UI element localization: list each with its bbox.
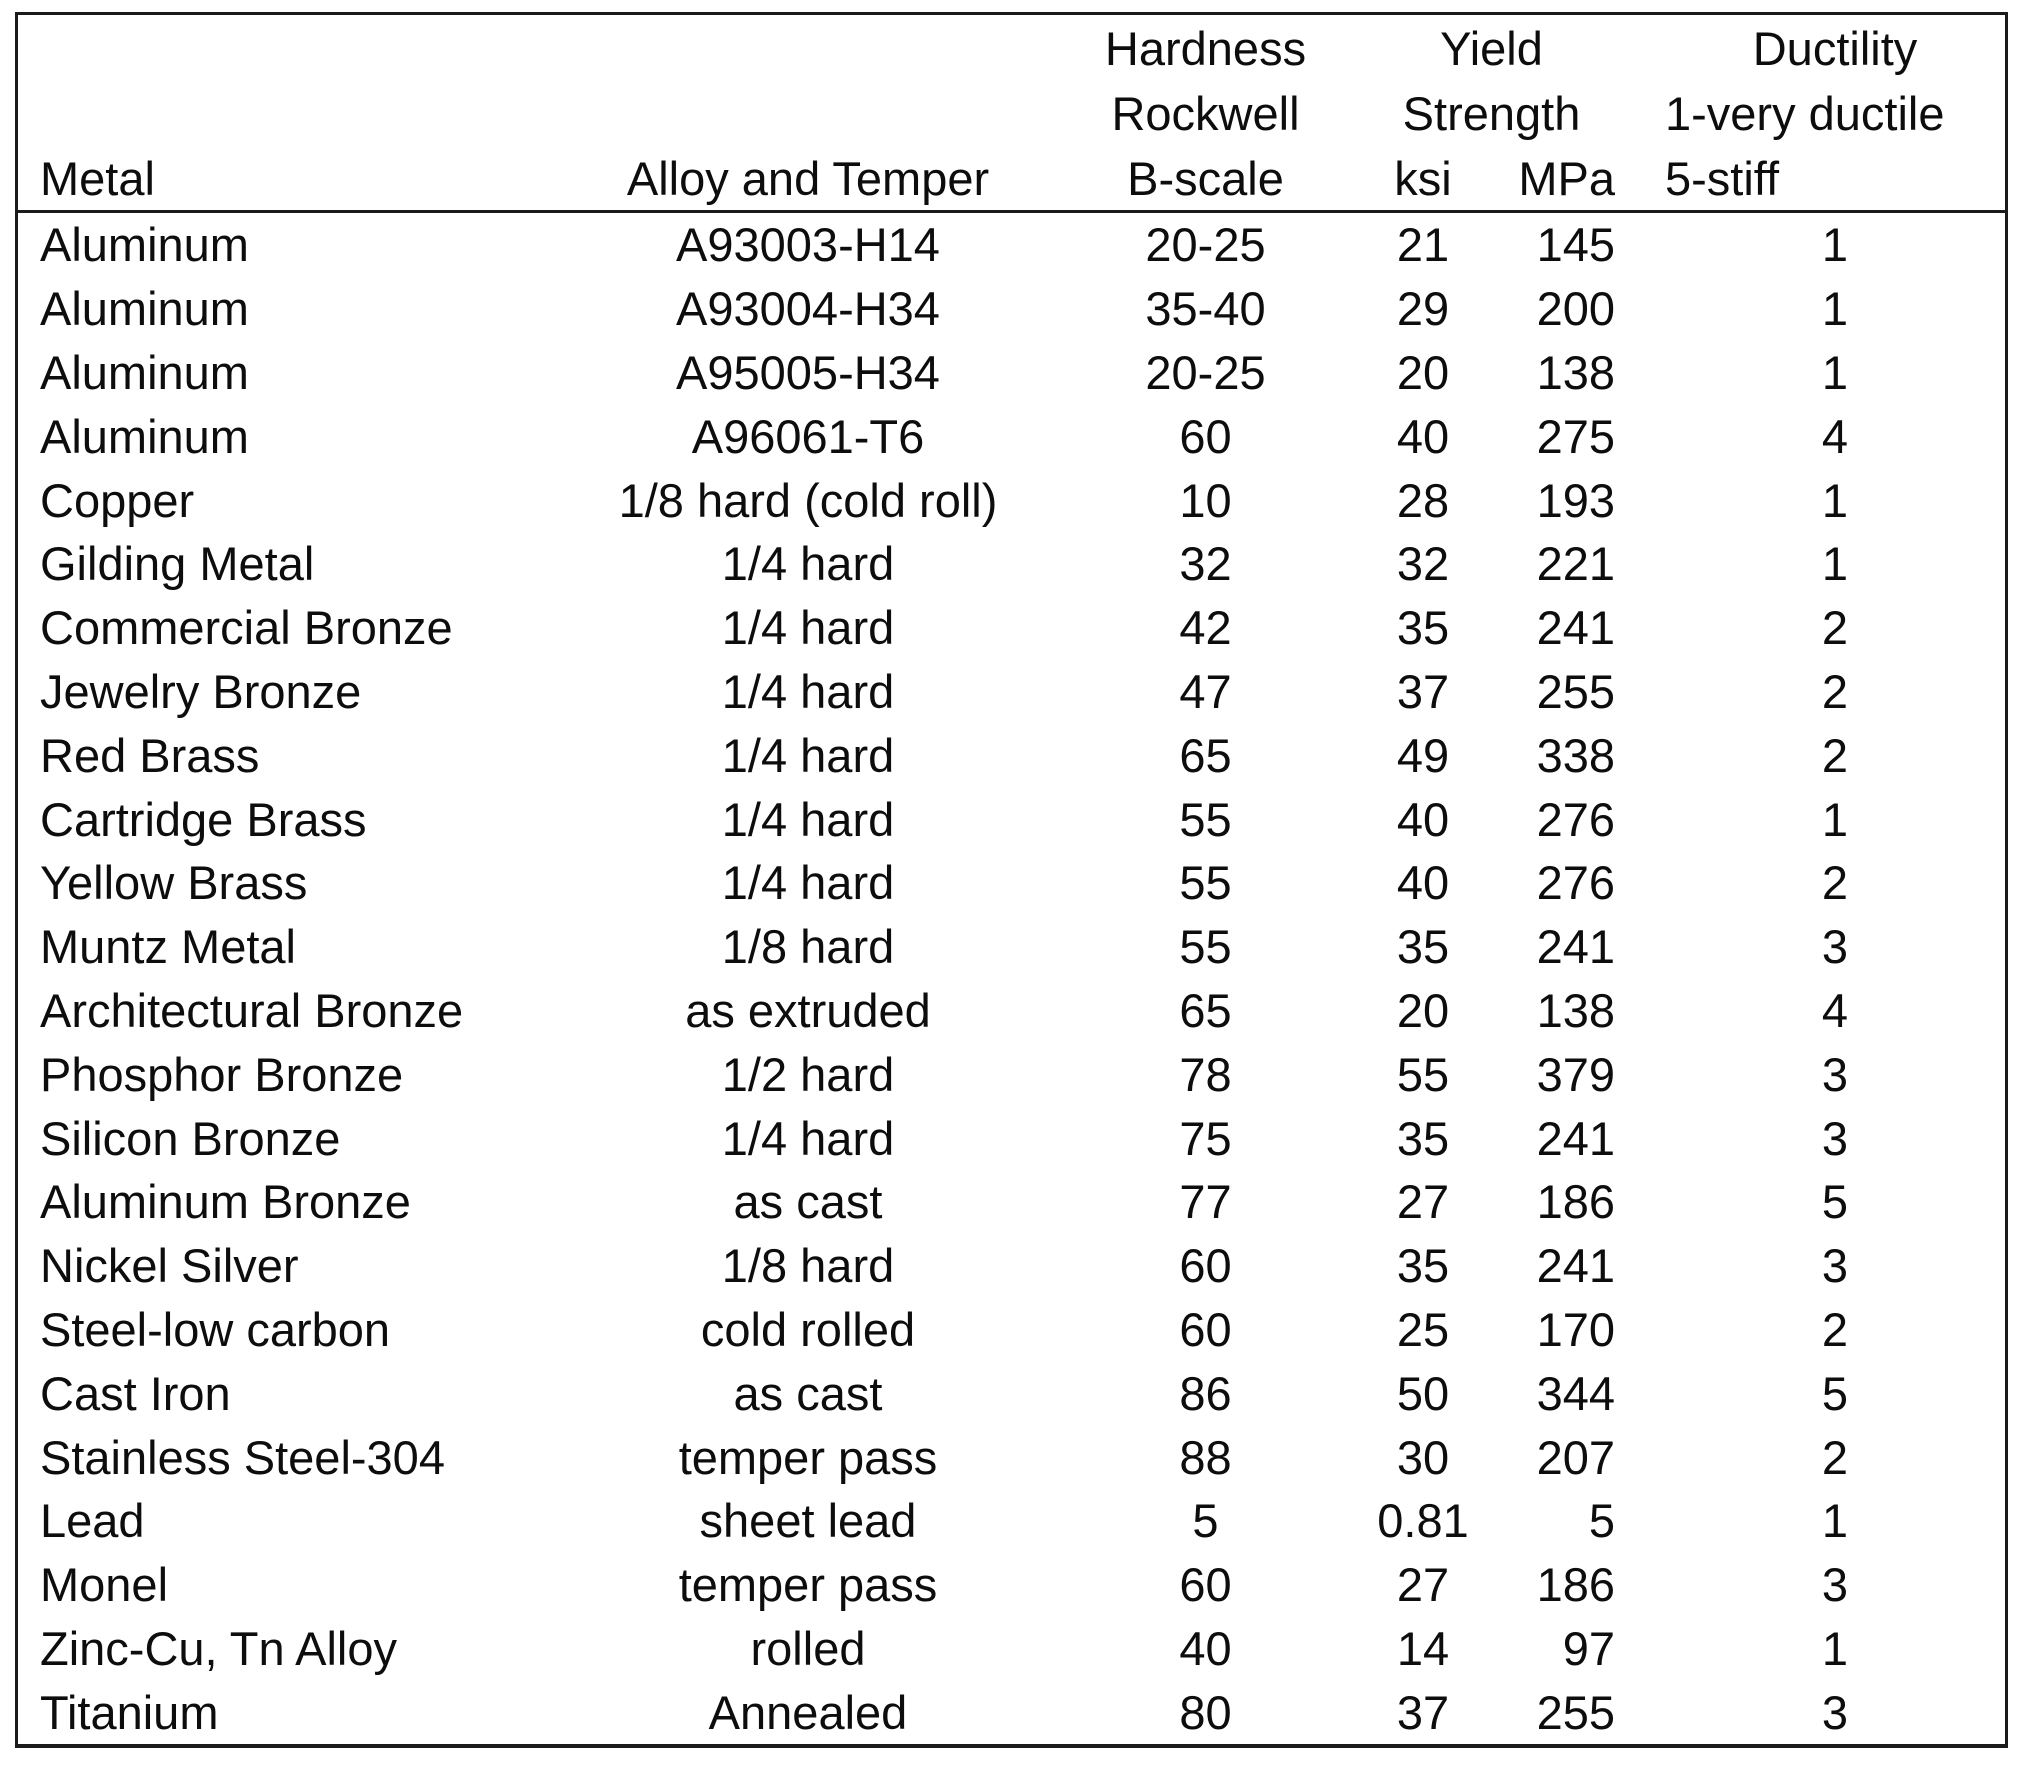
cell-yield-mpa: 138 bbox=[1536, 983, 1615, 1037]
cell-alloy-temper: 1/4 hard bbox=[721, 856, 895, 910]
cell-alloy-temper: 1/8 hard bbox=[721, 1239, 895, 1293]
header-stiff: 5-stiff bbox=[1665, 152, 1780, 205]
cell-ductility: 1 bbox=[1821, 792, 1849, 846]
cell-metal: Aluminum bbox=[40, 218, 249, 272]
cell-yield-mpa: 5 bbox=[1588, 1494, 1615, 1548]
cell-metal: Aluminum bbox=[40, 282, 249, 336]
cell-ductility: 5 bbox=[1821, 1366, 1849, 1420]
cell-alloy-temper: rolled bbox=[750, 1621, 866, 1675]
cell-hardness-rockwell-b: 60 bbox=[1179, 1302, 1232, 1356]
cell-yield-mpa: 97 bbox=[1562, 1621, 1615, 1675]
cell-metal: Aluminum Bronze bbox=[40, 1175, 411, 1229]
cell-yield-mpa: 170 bbox=[1536, 1302, 1615, 1356]
cell-hardness-rockwell-b: 65 bbox=[1179, 728, 1232, 782]
cell-ductility: 1 bbox=[1821, 218, 1849, 272]
table-row bbox=[18, 1489, 2005, 1553]
cell-ductility: 3 bbox=[1821, 1558, 1849, 1612]
cell-alloy-temper: 1/4 hard bbox=[721, 1111, 895, 1165]
cell-hardness-rockwell-b: 60 bbox=[1179, 409, 1232, 463]
header-line-2 bbox=[18, 80, 2005, 145]
cell-yield-ksi: 32 bbox=[1396, 537, 1450, 591]
cell-metal: Nickel Silver bbox=[40, 1239, 299, 1293]
cell-metal: Stainless Steel-304 bbox=[40, 1430, 445, 1484]
cell-hardness-rockwell-b: 88 bbox=[1179, 1430, 1232, 1484]
cell-yield-ksi: 30 bbox=[1396, 1430, 1450, 1484]
cell-yield-mpa: 186 bbox=[1536, 1175, 1615, 1229]
table-row bbox=[18, 341, 2005, 405]
cell-metal: Silicon Bronze bbox=[40, 1111, 341, 1165]
header-b-scale: B-scale bbox=[1127, 152, 1284, 205]
header-spacer bbox=[18, 137, 573, 145]
header-strength: Strength bbox=[1402, 87, 1581, 140]
cell-alloy-temper: Annealed bbox=[708, 1685, 908, 1739]
cell-hardness-rockwell-b: 78 bbox=[1179, 1047, 1232, 1101]
table-row bbox=[18, 1617, 2005, 1681]
table-row bbox=[18, 1106, 2005, 1170]
header-yield: Yield bbox=[1440, 22, 1543, 75]
cell-ductility: 1 bbox=[1821, 1494, 1849, 1548]
cell-ductility: 1 bbox=[1821, 1621, 1849, 1675]
cell-alloy-temper: as extruded bbox=[685, 983, 931, 1037]
cell-ductility: 2 bbox=[1821, 601, 1849, 655]
cell-metal: Zinc-Cu, Tn Alloy bbox=[40, 1621, 397, 1675]
header-very-ductile: 1-very ductile bbox=[1665, 87, 1945, 140]
cell-ductility: 3 bbox=[1821, 1111, 1849, 1165]
cell-metal: Lead bbox=[40, 1494, 145, 1548]
cell-hardness-rockwell-b: 42 bbox=[1179, 601, 1232, 655]
table-row bbox=[18, 1234, 2005, 1298]
metal-properties-table bbox=[15, 12, 2008, 1748]
cell-alloy-temper: 1/2 hard bbox=[721, 1047, 895, 1101]
table-row bbox=[18, 532, 2005, 596]
cell-hardness-rockwell-b: 10 bbox=[1179, 473, 1232, 527]
cell-yield-ksi: 35 bbox=[1396, 1111, 1450, 1165]
cell-yield-mpa: 207 bbox=[1536, 1430, 1615, 1484]
cell-yield-mpa: 241 bbox=[1536, 920, 1615, 974]
header-rockwell: Rockwell bbox=[1111, 87, 1300, 140]
cell-yield-mpa: 221 bbox=[1536, 537, 1615, 591]
cell-yield-mpa: 241 bbox=[1536, 1239, 1615, 1293]
header-spacer bbox=[573, 137, 1043, 145]
header-spacer bbox=[18, 72, 573, 80]
cell-ductility: 3 bbox=[1821, 920, 1849, 974]
cell-yield-mpa: 138 bbox=[1536, 345, 1615, 399]
table-row bbox=[18, 660, 2005, 724]
header-hardness: Hardness bbox=[1104, 22, 1307, 75]
table-row bbox=[18, 1298, 2005, 1362]
cell-ductility: 2 bbox=[1821, 1430, 1849, 1484]
cell-yield-mpa: 145 bbox=[1536, 218, 1615, 272]
cell-metal: Muntz Metal bbox=[40, 920, 296, 974]
cell-alloy-temper: temper pass bbox=[678, 1430, 938, 1484]
cell-metal: Copper bbox=[40, 473, 195, 527]
cell-yield-mpa: 200 bbox=[1536, 282, 1615, 336]
cell-ductility: 2 bbox=[1821, 728, 1849, 782]
cell-ductility: 4 bbox=[1821, 983, 1849, 1037]
cell-alloy-temper: A96061-T6 bbox=[691, 409, 925, 463]
cell-hardness-rockwell-b: 55 bbox=[1179, 920, 1232, 974]
header-spacer bbox=[573, 72, 1043, 80]
cell-ductility: 2 bbox=[1821, 856, 1849, 910]
table-row bbox=[18, 596, 2005, 660]
header-metal: Metal bbox=[40, 152, 155, 205]
table-row bbox=[18, 277, 2005, 341]
cell-metal: Monel bbox=[40, 1558, 169, 1612]
table-row bbox=[18, 1361, 2005, 1425]
table-row bbox=[18, 915, 2005, 979]
cell-metal: Cartridge Brass bbox=[40, 792, 367, 846]
cell-yield-ksi: 49 bbox=[1396, 728, 1450, 782]
table-row bbox=[18, 468, 2005, 532]
cell-metal: Steel-low carbon bbox=[40, 1302, 391, 1356]
cell-ductility: 1 bbox=[1821, 345, 1849, 399]
cell-ductility: 3 bbox=[1821, 1685, 1849, 1739]
table-row bbox=[18, 404, 2005, 468]
cell-yield-ksi: 28 bbox=[1396, 473, 1450, 527]
table-header bbox=[18, 15, 2005, 213]
cell-ductility: 5 bbox=[1821, 1175, 1849, 1229]
cell-ductility: 1 bbox=[1821, 473, 1849, 527]
cell-alloy-temper: 1/4 hard bbox=[721, 728, 895, 782]
cell-alloy-temper: 1/4 hard bbox=[721, 792, 895, 846]
cell-alloy-temper: cold rolled bbox=[700, 1302, 916, 1356]
cell-alloy-temper: as cast bbox=[733, 1175, 883, 1229]
header-line-3 bbox=[18, 145, 2005, 210]
header-ductility: Ductility bbox=[1752, 22, 1918, 75]
cell-alloy-temper: 1/8 hard bbox=[721, 920, 895, 974]
cell-yield-ksi: 29 bbox=[1396, 282, 1450, 336]
cell-alloy-temper: as cast bbox=[733, 1366, 883, 1420]
cell-yield-mpa: 276 bbox=[1536, 856, 1615, 910]
cell-yield-ksi: 14 bbox=[1396, 1621, 1450, 1675]
table-row bbox=[18, 1425, 2005, 1489]
cell-metal: Aluminum bbox=[40, 409, 249, 463]
table-row bbox=[18, 1680, 2005, 1744]
cell-hardness-rockwell-b: 75 bbox=[1179, 1111, 1232, 1165]
cell-alloy-temper: A95005-H34 bbox=[676, 345, 940, 399]
cell-metal: Red Brass bbox=[40, 728, 260, 782]
header-mpa: MPa bbox=[1518, 152, 1615, 205]
cell-yield-mpa: 338 bbox=[1536, 728, 1615, 782]
cell-yield-ksi: 27 bbox=[1396, 1558, 1450, 1612]
table-row bbox=[18, 213, 2005, 277]
cell-hardness-rockwell-b: 60 bbox=[1179, 1558, 1232, 1612]
cell-yield-ksi: 50 bbox=[1396, 1366, 1450, 1420]
table-row bbox=[18, 787, 2005, 851]
cell-metal: Commercial Bronze bbox=[40, 601, 453, 655]
cell-metal: Cast Iron bbox=[40, 1366, 231, 1420]
cell-yield-ksi: 37 bbox=[1396, 664, 1450, 718]
cell-alloy-temper: 1/4 hard bbox=[721, 664, 895, 718]
cell-yield-ksi: 20 bbox=[1396, 983, 1450, 1037]
cell-alloy-temper: A93004-H34 bbox=[676, 282, 940, 336]
table-row bbox=[18, 1553, 2005, 1617]
table-row bbox=[18, 1170, 2005, 1234]
cell-yield-ksi: 21 bbox=[1396, 218, 1450, 272]
cell-hardness-rockwell-b: 35-40 bbox=[1145, 282, 1266, 336]
cell-yield-ksi: 35 bbox=[1396, 601, 1450, 655]
cell-yield-mpa: 241 bbox=[1536, 1111, 1615, 1165]
cell-alloy-temper: 1/4 hard bbox=[721, 537, 895, 591]
cell-hardness-rockwell-b: 32 bbox=[1179, 537, 1232, 591]
cell-yield-mpa: 276 bbox=[1536, 792, 1615, 846]
table-body bbox=[18, 213, 2005, 1744]
cell-yield-ksi: 55 bbox=[1396, 1047, 1450, 1101]
cell-ductility: 2 bbox=[1821, 1302, 1849, 1356]
table-row bbox=[18, 851, 2005, 915]
cell-hardness-rockwell-b: 86 bbox=[1179, 1366, 1232, 1420]
cell-ductility: 4 bbox=[1821, 409, 1849, 463]
cell-yield-ksi: 20 bbox=[1396, 345, 1450, 399]
cell-yield-ksi: 27 bbox=[1396, 1175, 1450, 1229]
cell-metal: Yellow Brass bbox=[40, 856, 308, 910]
cell-ductility: 3 bbox=[1821, 1239, 1849, 1293]
cell-alloy-temper: A93003-H14 bbox=[676, 218, 940, 272]
cell-ductility: 3 bbox=[1821, 1047, 1849, 1101]
cell-metal: Titanium bbox=[40, 1685, 219, 1739]
cell-hardness-rockwell-b: 5 bbox=[1192, 1494, 1219, 1548]
cell-hardness-rockwell-b: 20-25 bbox=[1145, 218, 1266, 272]
cell-yield-ksi: 25 bbox=[1396, 1302, 1450, 1356]
cell-yield-mpa: 255 bbox=[1536, 1685, 1615, 1739]
cell-yield-mpa: 379 bbox=[1536, 1047, 1615, 1101]
cell-yield-mpa: 344 bbox=[1536, 1366, 1615, 1420]
table-row bbox=[18, 723, 2005, 787]
cell-yield-ksi: 35 bbox=[1396, 920, 1450, 974]
cell-hardness-rockwell-b: 40 bbox=[1179, 1621, 1232, 1675]
cell-alloy-temper: temper pass bbox=[678, 1558, 938, 1612]
cell-yield-mpa: 275 bbox=[1536, 409, 1615, 463]
cell-hardness-rockwell-b: 77 bbox=[1179, 1175, 1232, 1229]
cell-ductility: 1 bbox=[1821, 282, 1849, 336]
cell-hardness-rockwell-b: 60 bbox=[1179, 1239, 1232, 1293]
cell-alloy-temper: 1/8 hard (cold roll) bbox=[618, 473, 998, 527]
table-row bbox=[18, 1042, 2005, 1106]
cell-yield-ksi: 0.81 bbox=[1377, 1494, 1469, 1548]
cell-yield-mpa: 255 bbox=[1536, 664, 1615, 718]
cell-ductility: 2 bbox=[1821, 664, 1849, 718]
cell-yield-mpa: 241 bbox=[1536, 601, 1615, 655]
cell-hardness-rockwell-b: 65 bbox=[1179, 983, 1232, 1037]
cell-metal: Jewelry Bronze bbox=[40, 664, 362, 718]
header-line-1 bbox=[18, 15, 2005, 80]
cell-metal: Gilding Metal bbox=[40, 537, 315, 591]
cell-yield-ksi: 35 bbox=[1396, 1239, 1450, 1293]
cell-yield-mpa: 186 bbox=[1536, 1558, 1615, 1612]
cell-ductility: 1 bbox=[1821, 537, 1849, 591]
cell-metal: Aluminum bbox=[40, 345, 249, 399]
cell-yield-ksi: 40 bbox=[1396, 792, 1450, 846]
cell-yield-ksi: 40 bbox=[1396, 409, 1450, 463]
cell-yield-ksi: 37 bbox=[1396, 1685, 1450, 1739]
cell-yield-mpa: 193 bbox=[1536, 473, 1615, 527]
cell-hardness-rockwell-b: 55 bbox=[1179, 792, 1232, 846]
cell-metal: Architectural Bronze bbox=[40, 983, 464, 1037]
cell-metal: Phosphor Bronze bbox=[40, 1047, 404, 1101]
header-ksi: ksi bbox=[1394, 152, 1452, 205]
table-row bbox=[18, 979, 2005, 1043]
cell-hardness-rockwell-b: 47 bbox=[1179, 664, 1232, 718]
cell-yield-ksi: 40 bbox=[1396, 856, 1450, 910]
cell-hardness-rockwell-b: 80 bbox=[1179, 1685, 1232, 1739]
header-alloy-temper: Alloy and Temper bbox=[626, 152, 990, 205]
cell-alloy-temper: 1/4 hard bbox=[721, 601, 895, 655]
cell-hardness-rockwell-b: 55 bbox=[1179, 856, 1232, 910]
cell-hardness-rockwell-b: 20-25 bbox=[1145, 345, 1266, 399]
cell-alloy-temper: sheet lead bbox=[699, 1494, 917, 1548]
